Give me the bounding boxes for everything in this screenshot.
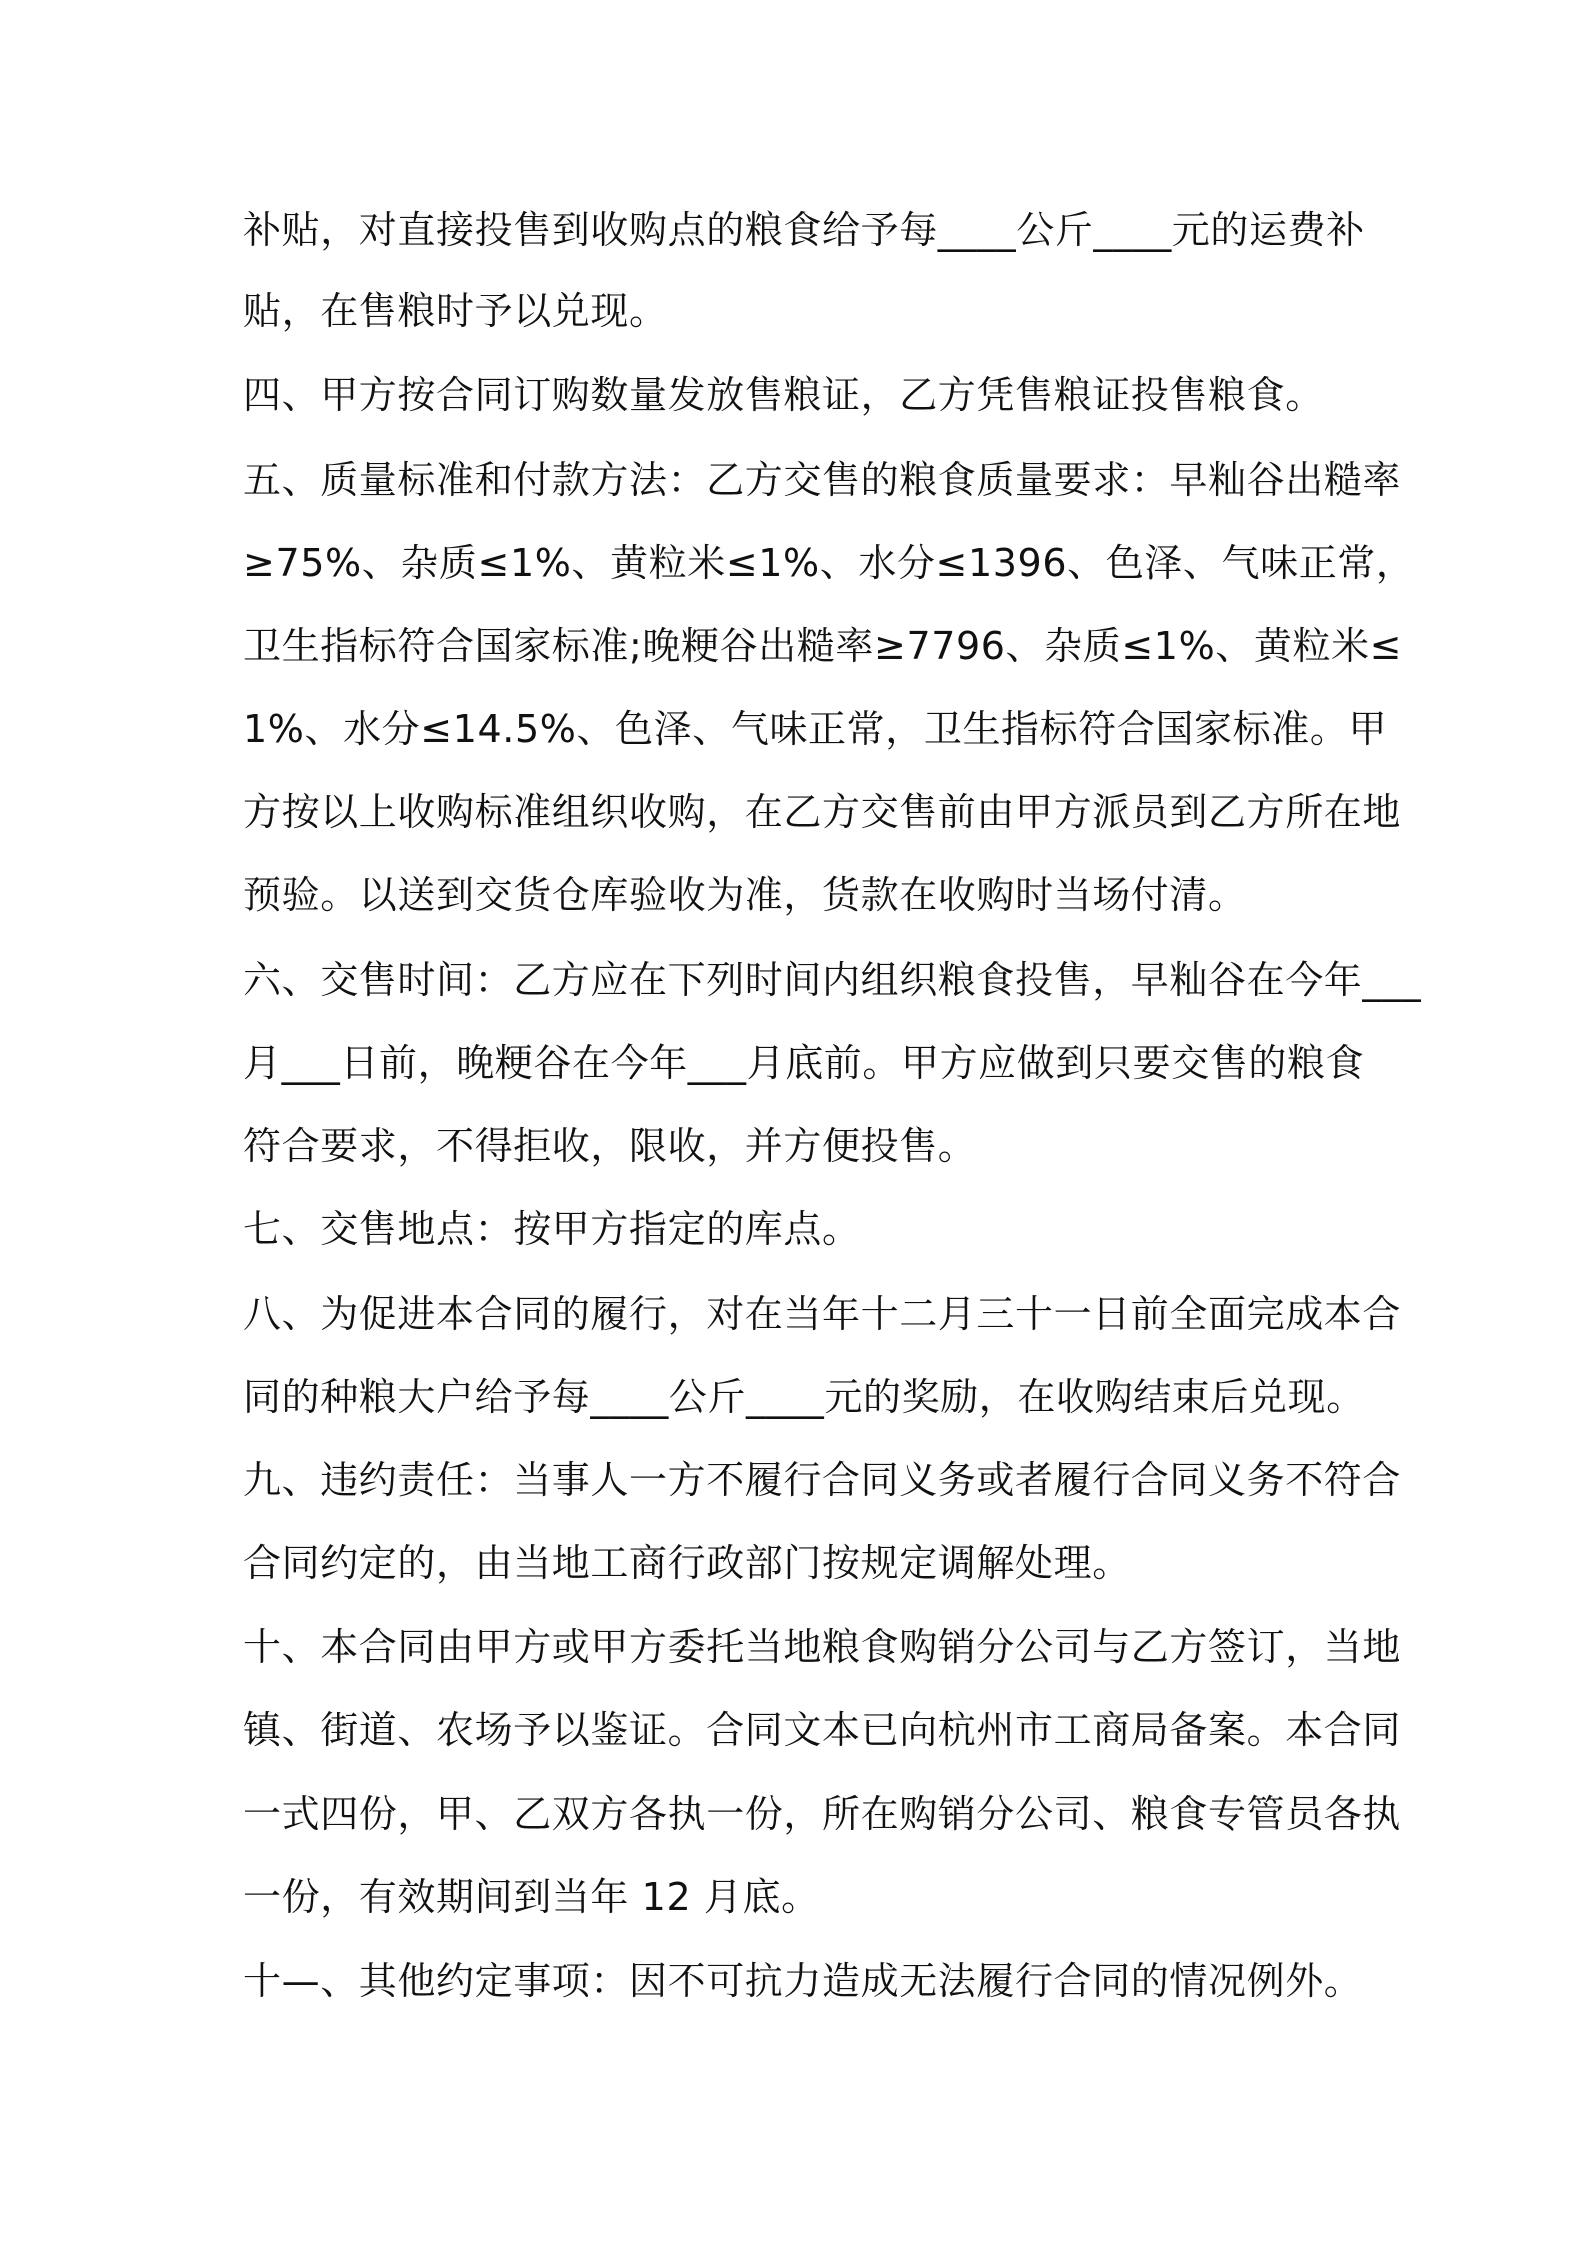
text-line: 镇、街道、农场予以鉴证。合同文本已向杭州市工商局备案。本合同 (243, 1708, 1402, 1752)
text-line: 预验。以送到交货仓库验收为准，货款在收购时当场付清。 (243, 873, 1247, 917)
text-line: ≥75%、杂质≤1%、黄粒米≤1%、水分≤1396、色泽、气味正常， (243, 541, 1415, 585)
text-line: 十—、其他约定事项：因不可抗力造成无法履行合同的情况例外。 (243, 1959, 1363, 2003)
text-line: 八、为促进本合同的履行，对在当年十二月三十一日前全面完成本合 (243, 1292, 1402, 1336)
text-line: 贴，在售粮时予以兑现。 (243, 289, 668, 333)
text-line: 一份，有效期间到当年 12 月底。 (243, 1875, 820, 1919)
text-line: 九、违约责任：当事人一方不履行合同义务或者履行合同义务不符合 (243, 1458, 1402, 1502)
text-line: 合同约定的，由当地工商行政部门按规定调解处理。 (243, 1541, 1131, 1585)
text-line: 同的种粮大户给予每____公斤____元的奖励，在收购结束后兑现。 (243, 1375, 1365, 1419)
text-line: 1%、水分≤14.5%、色泽、气味正常，卫生指标符合国家标准。甲 (243, 707, 1388, 751)
text-line: 七、交售地点：按甲方指定的库点。 (243, 1207, 861, 1251)
text-line: 五、质量标准和付款方法：乙方交售的粮食质量要求：早籼谷出糙率 (243, 458, 1402, 502)
text-line: 方按以上收购标准组织收购，在乙方交售前由甲方派员到乙方所在地 (243, 790, 1402, 834)
text-line: 十、本合同由甲方或甲方委托当地粮食购销分公司与乙方签订，当地 (243, 1625, 1402, 1669)
text-line: 四、甲方按合同订购数量发放售粮证，乙方凭售粮证投售粮食。 (243, 373, 1324, 417)
text-line: 六、交售时间：乙方应在下列时间内组织粮食投售，早籼谷在今年___ (243, 958, 1422, 1002)
text-line: 补贴，对直接投售到收购点的粮食给予每____公斤____元的运费补 (243, 208, 1365, 252)
text-line: 符合要求，不得拒收，限收，并方便投售。 (243, 1124, 977, 1168)
text-line: 一式四份，甲、乙双方各执一份，所在购销分公司、粮食专管员各执 (243, 1792, 1402, 1836)
text-line: 卫生指标符合国家标准;晚粳谷出糙率≥7796、杂质≤1%、黄粒米≤ (243, 624, 1403, 668)
text-line: 月___日前，晚粳谷在今年___月底前。甲方应做到只要交售的粮食 (243, 1041, 1365, 1085)
